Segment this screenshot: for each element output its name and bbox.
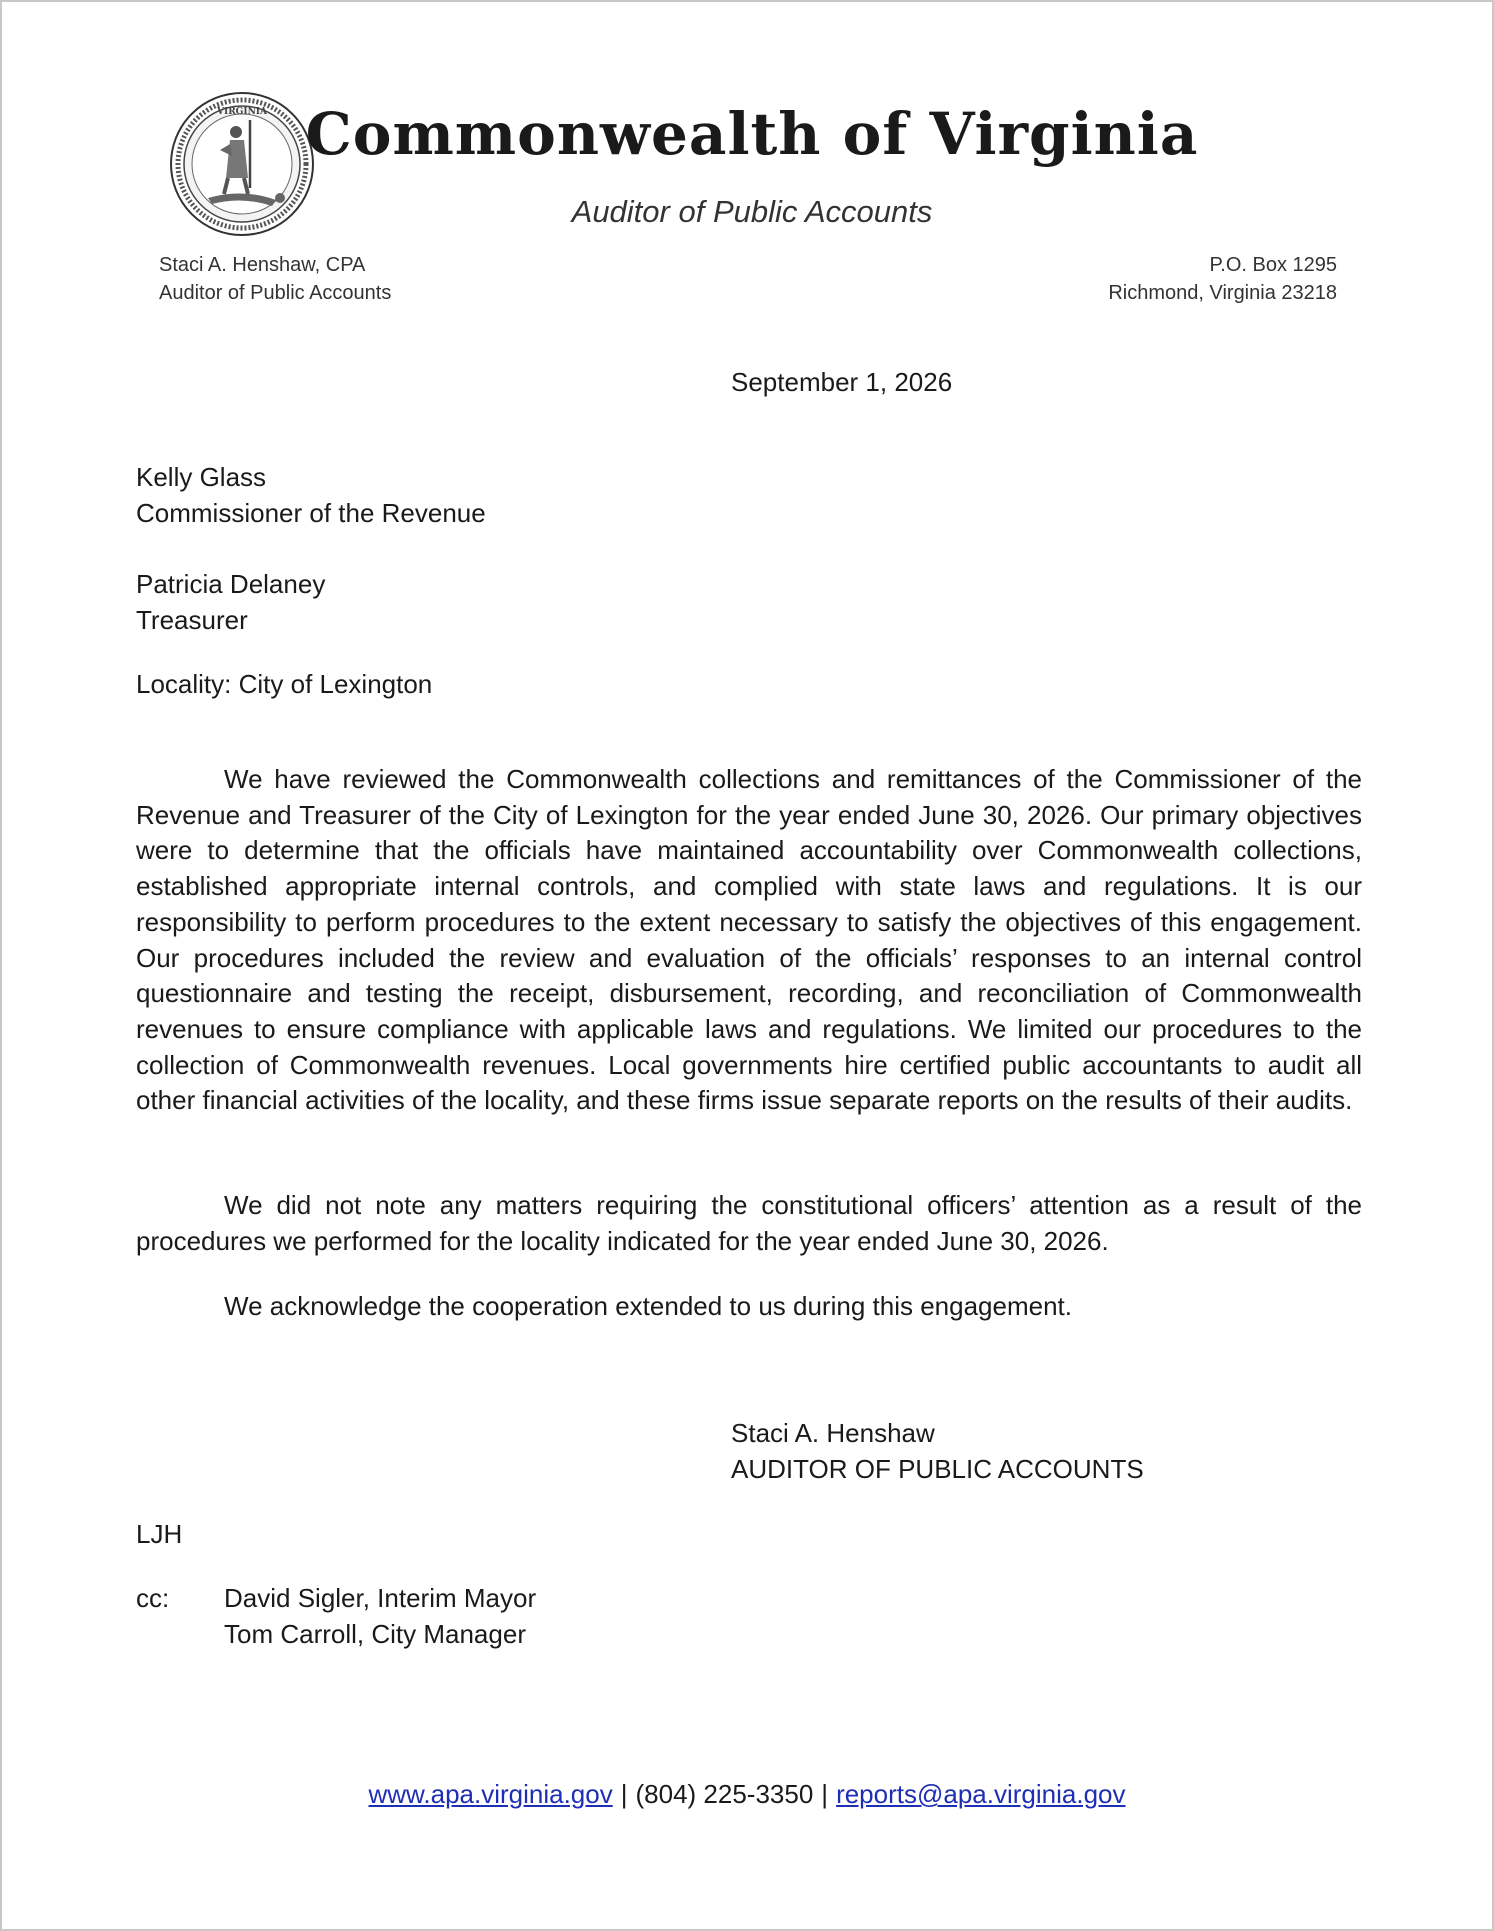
letter-date: September 1, 2026 (731, 367, 953, 397)
footer-separator: | (821, 1779, 829, 1809)
typist-initials: LJH (136, 1519, 183, 1549)
body-paragraph: We did not note any matters requiring the constitutional officers’ attention as a result of the procedures we performed for the locality indicated for the year ended June 30, 2026. (136, 1190, 1362, 1256)
cc-list (224, 1580, 536, 1652)
address-line-2: Richmond, Virginia 23218 (1108, 282, 1337, 304)
letterhead-subtitle: Auditor of Public Accounts (571, 194, 933, 229)
footer-separator: | (620, 1779, 628, 1809)
cc-label: cc: (136, 1583, 170, 1613)
letterhead-title: Commonwealth of Virginia (305, 100, 1199, 168)
letterhead-address (1108, 251, 1337, 307)
body-paragraph: We acknowledge the cooperation extended to us during this engagement. (224, 1291, 1072, 1321)
address-line-1: P.O. Box 1295 (1209, 254, 1337, 276)
phone-number: (804) 225-3350 (635, 1779, 814, 1809)
email-link[interactable]: reports@apa.virginia.gov (836, 1779, 1126, 1809)
svg-text:VIRGINIA: VIRGINIA (217, 107, 267, 117)
recipient-block (136, 566, 325, 638)
virginia-state-seal-icon (168, 90, 316, 238)
footer-contact (2, 1779, 1492, 1810)
cc-recipient: David Sigler, Interim Mayor (224, 1583, 537, 1613)
cc-recipient: Tom Carroll, City Manager (224, 1619, 526, 1649)
recipient-name: Patricia Delaney (136, 569, 326, 599)
recipient-block (136, 459, 486, 531)
sender-role: Auditor of Public Accounts (159, 282, 392, 304)
letterhead-sender (159, 251, 391, 307)
recipient-title: Treasurer (136, 605, 248, 635)
body-paragraph: We have reviewed the Commonwealth collections and remittances of the Commissioner of the Revenue and Treasurer of the City of Lexington for the year ended June 30, 2026. Our primary objectives were to determine that the officials have maintained accountability over Commonwealth collections, established appropriate internal controls, and complied with state laws and regulations. It is our responsibility to perform procedures to the extent necessary to satisfy the objectives of this engagement. Our procedures included the review and evaluation of the officials’ responses to an internal control questionnaire and testing the receipt, disbursement, recording, and reconciliation of Commonwealth revenues to ensure compliance with applicable laws and regulations. We limited our procedures to the collection of Commonwealth revenues. Local governments hire certified public accountants to audit all other financial activities of the locality, and these firms issue separate reports on the results of their audits. (136, 764, 1362, 1116)
sender-name: Staci A. Henshaw, CPA (159, 254, 366, 276)
signature-block (731, 1415, 1144, 1487)
recipient-name: Kelly Glass (136, 462, 267, 492)
locality-line: Locality: City of Lexington (136, 669, 433, 699)
signature-title: AUDITOR OF PUBLIC ACCOUNTS (731, 1454, 1144, 1484)
signature-name: Staci A. Henshaw (731, 1418, 935, 1448)
recipient-title: Commissioner of the Revenue (136, 498, 486, 528)
website-link[interactable]: www.apa.virginia.gov (368, 1779, 613, 1809)
